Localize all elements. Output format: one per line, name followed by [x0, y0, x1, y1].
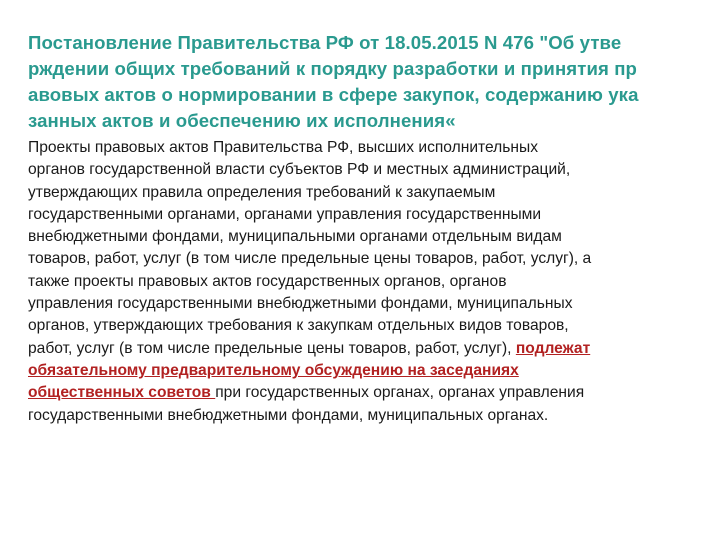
- body-line: также проекты правовых актов государственных органов, органов: [28, 272, 507, 290]
- body-line: товаров, работ, услуг (в том числе предельные цены товаров, работ, услуг), а: [28, 250, 592, 268]
- body-line: государственными органами, органами управления государственными: [28, 205, 542, 223]
- body-line: внебюджетными фондами, муниципальными органами отдельным видам: [28, 228, 562, 246]
- title-line: рждении общих требований к порядку разработки и принятия пр: [28, 58, 637, 79]
- body-line: государственными внебюджетными фондами, муниципальных органах.: [28, 406, 549, 424]
- body-line: управления государственными внебюджетными фондами, муниципальных: [28, 295, 573, 313]
- highlighted-phrase: подлежат: [515, 339, 591, 357]
- body-line: Проекты правовых актов Правительства РФ, высших исполнительных: [28, 139, 539, 156]
- body-line: [28, 360, 696, 382]
- body-line: [28, 382, 696, 404]
- title-line: авовых актов о нормировании в сфере закупок, содержанию ука: [28, 84, 639, 105]
- body-line: органов, утверждающих требования к закупкам отдельных видов товаров,: [28, 317, 569, 335]
- body-text-segment: при государственных органах, органах управления: [215, 384, 585, 402]
- highlighted-phrase: общественных советов: [28, 384, 216, 402]
- slide-title: [28, 30, 696, 134]
- body-line: [28, 338, 696, 360]
- title-line: занных актов и обеспечению их исполнения«: [28, 110, 456, 131]
- body-line: органов государственной власти субъектов РФ и местных администраций,: [28, 161, 571, 179]
- highlighted-phrase: обязательному предварительному обсуждению на заседаниях: [28, 361, 519, 379]
- body-text-segment: работ, услуг (в том числе предельные цены товаров, работ, услуг),: [28, 339, 516, 357]
- body-line: утверждающих правила определения требований к закупаемым: [28, 183, 496, 201]
- slide-body-text: [28, 137, 696, 427]
- title-line: Постановление Правительства РФ от 18.05.2015 N 476 "Об утве: [28, 32, 622, 53]
